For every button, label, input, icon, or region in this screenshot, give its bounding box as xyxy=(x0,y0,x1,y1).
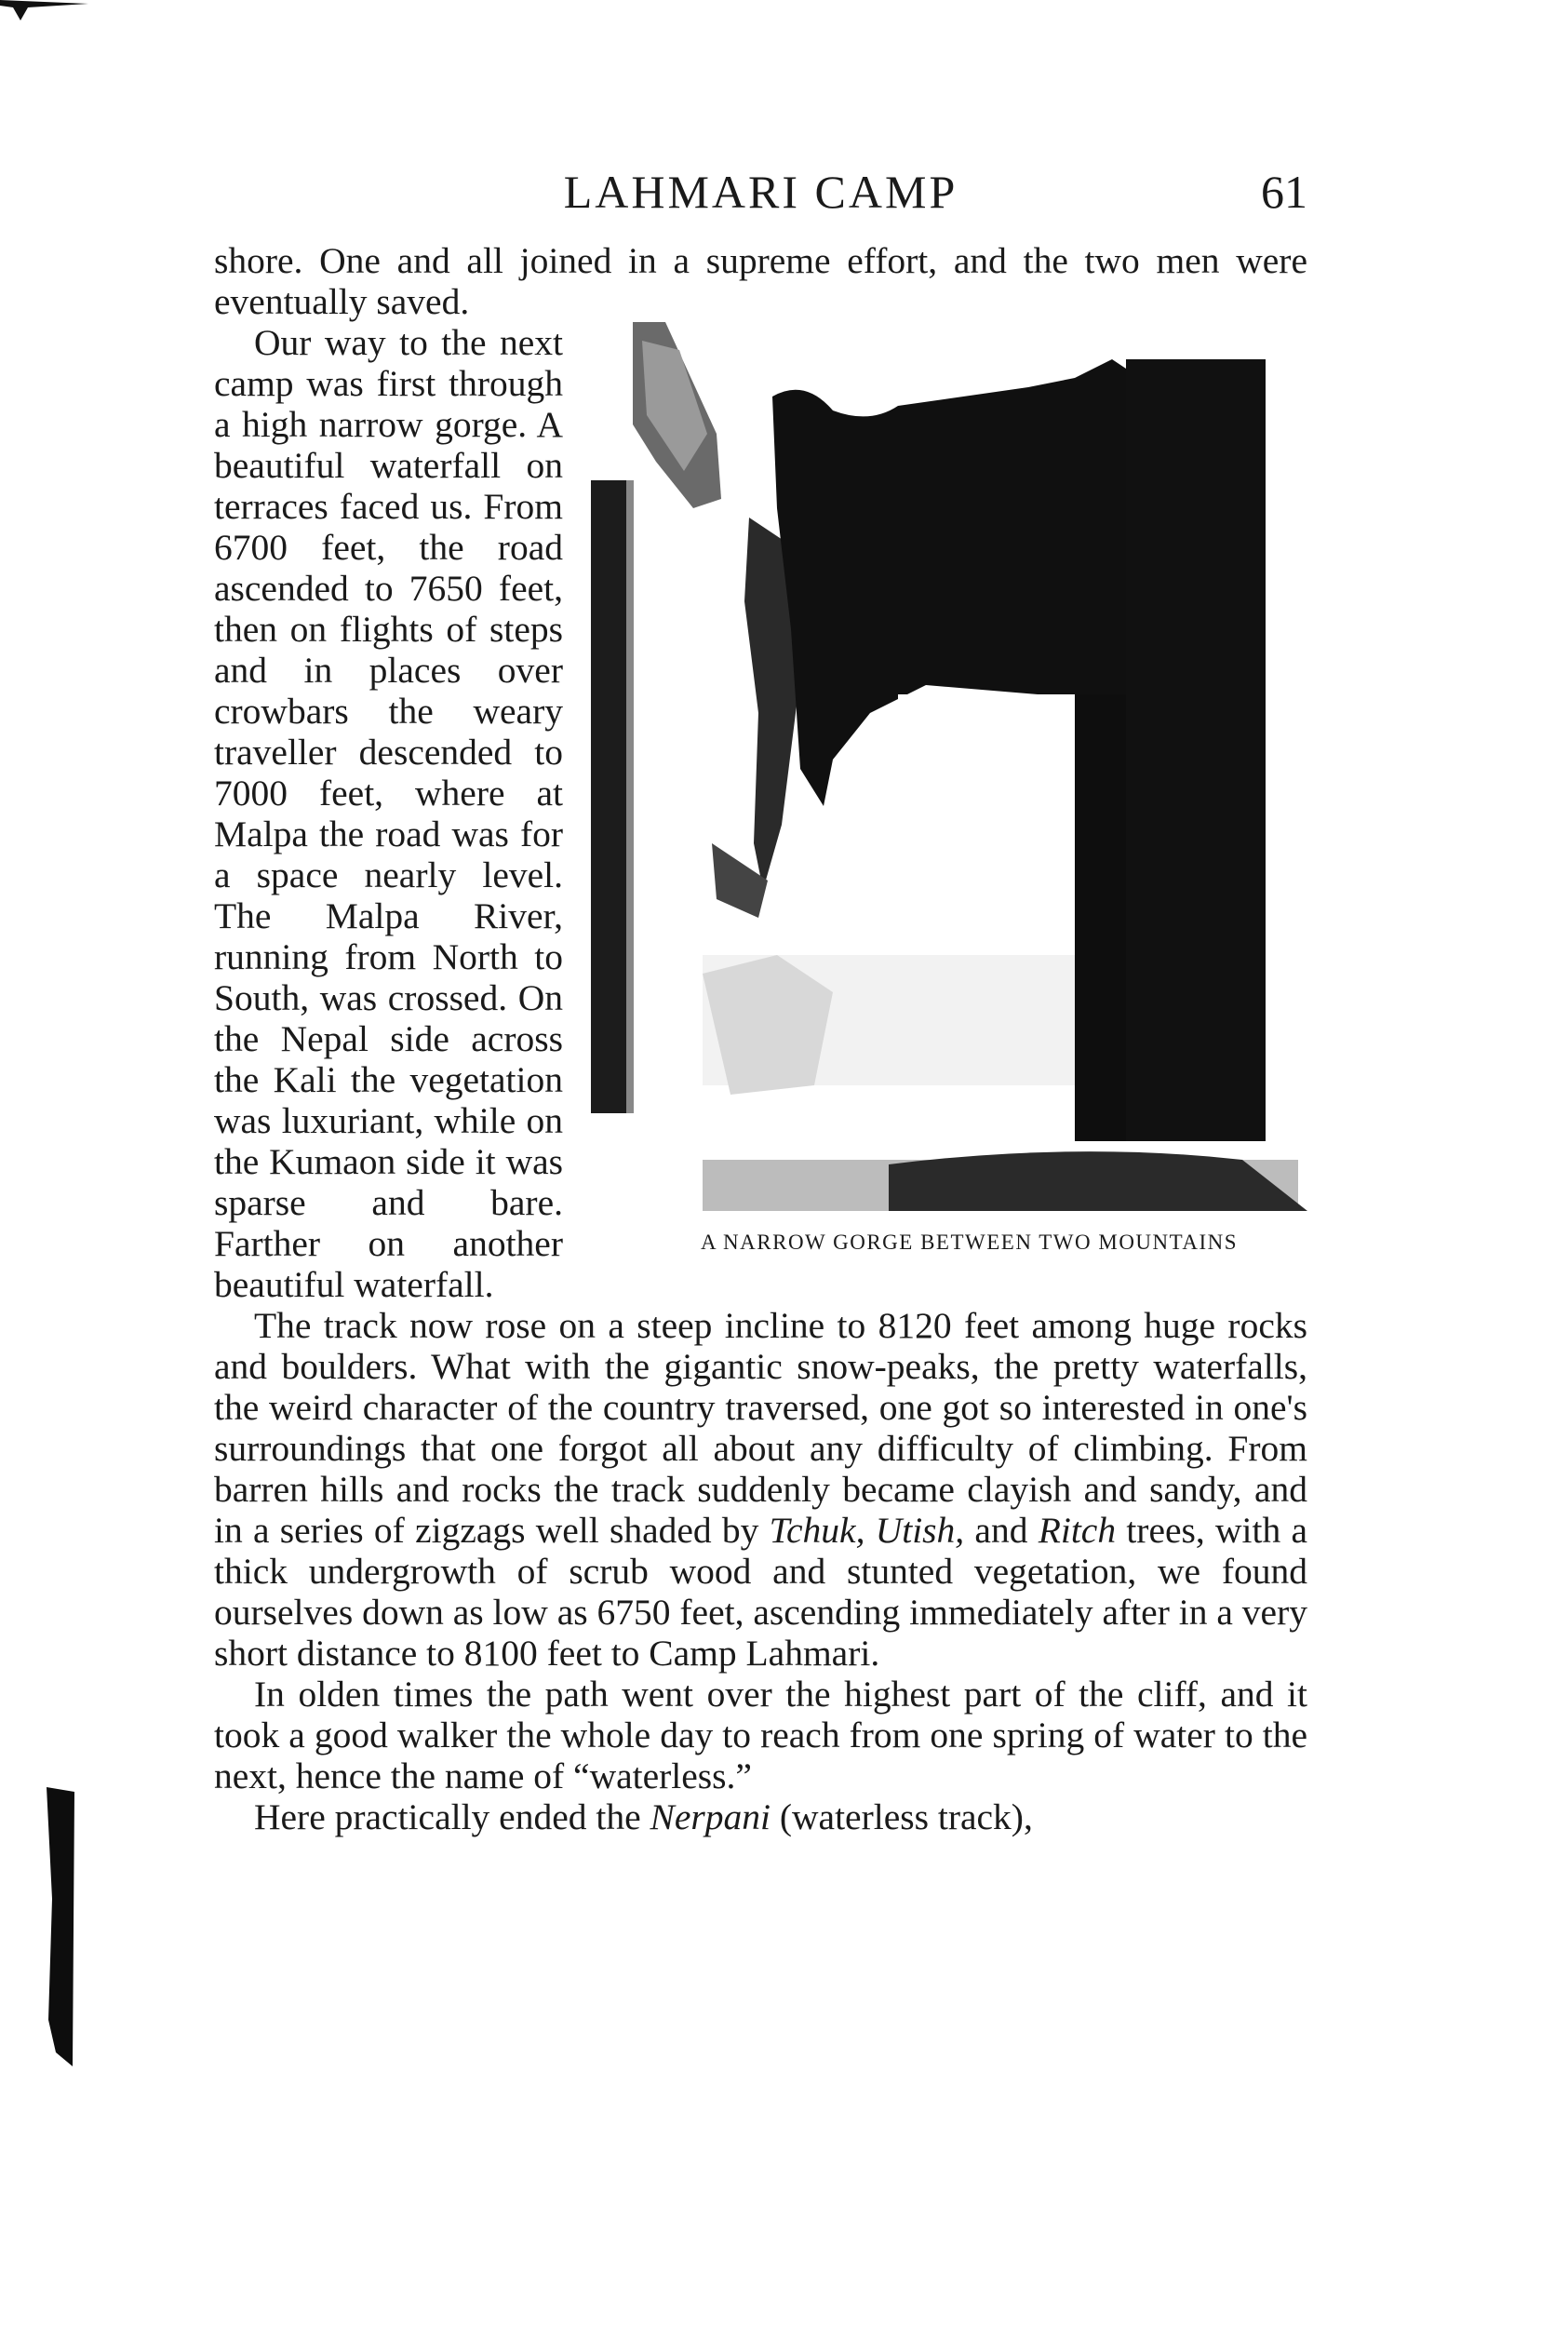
paragraph-2-text: Our way to the next camp was first through a high narrow gorge. A beautiful waterfall on terraces faced us. From 6700 feet, the road ascended to 7650 feet, then on flights of steps and in places over crowbars the weary traveller descended to 7000 feet, where at Malpa the road was for a space nearly level. The Malpa River, running from North to South, was crossed. On the Nepal side across the Kali the vegetation was luxuriant, while on the Kumaon side it was sparse and bare. Farther on another beautiful waterfall. xyxy=(214,322,563,1305)
binding-edge-mark xyxy=(28,1787,84,2066)
page-number: 61 xyxy=(1261,166,1307,218)
figure-caption: A NARROW GORGE BETWEEN TWO MOUNTAINS xyxy=(700,1231,1239,1254)
paragraph-3-text-c: and xyxy=(964,1510,1039,1551)
paragraph-1: shore. One and all joined in a supreme effort, and the two men were eventually saved. xyxy=(214,240,1307,322)
page-header xyxy=(214,164,1307,220)
paragraph-3-text-d: trees, with a thick undergrowth of scrub wood and stunted vegetation, we found ourselves down as low as 6750 feet, ascending immediately after in a very short distance to 8100 feet to Camp Lahmari. xyxy=(214,1510,1307,1674)
figure xyxy=(591,322,1307,1256)
paragraph-2 xyxy=(214,322,1307,1305)
term-nerpani: Nerpani xyxy=(650,1796,771,1837)
tree-name-ritch: Ritch xyxy=(1038,1510,1117,1551)
paragraph-5-text-a: Here practically ended the xyxy=(254,1796,650,1837)
page-body xyxy=(214,240,1307,1837)
scan-corner-mark xyxy=(0,0,88,20)
paragraph-5-text-b: (waterless track), xyxy=(770,1796,1033,1837)
tree-name-tchuk: Tchuk, xyxy=(769,1510,865,1551)
paragraph-4: In olden times the path went over the highest part of the cliff, and it took a good walker the whole day to reach from one spring of water to the next, hence the name of “waterless.” xyxy=(214,1674,1307,1796)
paragraph-3 xyxy=(214,1305,1307,1674)
paragraph-5 xyxy=(214,1796,1307,1837)
paragraph-3-text-a: The track now rose on a steep incline to 8120 feet among huge rocks and boulders. What with the gigantic snow-peaks, the pretty waterfalls, the weird character of the country traversed, one got so interested in one's surroundings that one forgot all about any difficulty of climbing. From barren hills and rocks the track suddenly became clayish and sandy, and in a series of zigzags well shaded by xyxy=(214,1305,1307,1551)
tree-name-utish: Utish, xyxy=(875,1510,965,1551)
gorge-photograph xyxy=(591,322,1307,1211)
paragraph-3-text-b xyxy=(864,1510,875,1551)
running-head: LAHMARI CAMP xyxy=(563,166,958,218)
